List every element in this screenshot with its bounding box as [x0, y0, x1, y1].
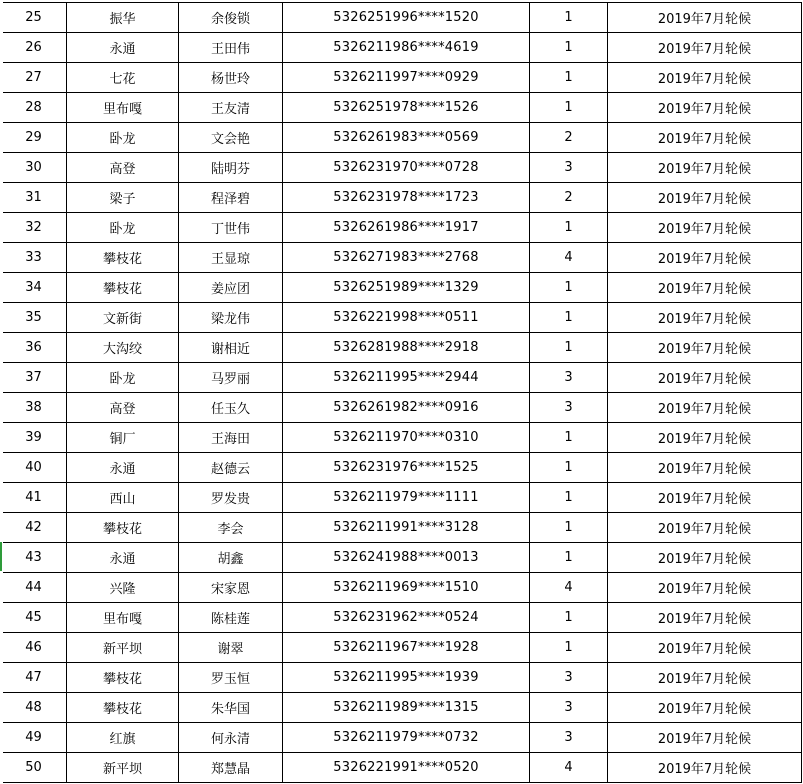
cell-serial-number[interactable]: 42 [1, 513, 67, 543]
cell-household-count[interactable]: 2 [530, 123, 608, 153]
cell-id-number[interactable]: 5326211995****1939 [283, 663, 530, 693]
cell-batch[interactable]: 2019年7月轮候 [608, 543, 802, 573]
cell-household-count[interactable]: 1 [530, 93, 608, 123]
cell-id-number[interactable]: 5326231970****0728 [283, 153, 530, 183]
cell-id-number[interactable]: 5326211995****2944 [283, 363, 530, 393]
cell-township[interactable]: 攀枝花 [67, 513, 179, 543]
cell-township[interactable]: 大沟绞 [67, 333, 179, 363]
table-row [1, 93, 802, 123]
cell-person-name[interactable]: 陈桂莲 [179, 603, 283, 633]
cell-id-number[interactable]: 5326211986****4619 [283, 33, 530, 63]
table-row [1, 243, 802, 273]
cell-id-number[interactable]: 5326211979****0732 [283, 723, 530, 753]
cell-township[interactable]: 铜厂 [67, 423, 179, 453]
cell-batch[interactable]: 2019年7月轮候 [608, 273, 802, 303]
cell-batch[interactable]: 2019年7月轮候 [608, 573, 802, 603]
table-row [1, 183, 802, 213]
table-row [1, 423, 802, 453]
cell-township[interactable]: 西山 [67, 483, 179, 513]
cell-serial-number[interactable]: 31 [1, 183, 67, 213]
cell-township[interactable]: 文新街 [67, 303, 179, 333]
table-row [1, 603, 802, 633]
cell-household-count[interactable]: 1 [530, 543, 608, 573]
table-row [1, 213, 802, 243]
cell-serial-number[interactable]: 26 [1, 33, 67, 63]
cell-township[interactable]: 攀枝花 [67, 663, 179, 693]
table-row [1, 303, 802, 333]
cell-township[interactable]: 新平坝 [67, 753, 179, 783]
table-row [1, 33, 802, 63]
table-row [1, 453, 802, 483]
cell-serial-number[interactable]: 50 [1, 753, 67, 783]
cell-serial-number[interactable]: 44 [1, 573, 67, 603]
cell-person-name[interactable]: 李会 [179, 513, 283, 543]
cell-township[interactable]: 高登 [67, 153, 179, 183]
cell-id-number[interactable]: 5326211970****0310 [283, 423, 530, 453]
cell-household-count[interactable]: 1 [530, 603, 608, 633]
cell-person-name[interactable]: 陆明芬 [179, 153, 283, 183]
cell-batch[interactable]: 2019年7月轮候 [608, 93, 802, 123]
cell-person-name[interactable]: 余俊锁 [179, 3, 283, 33]
cell-household-count[interactable]: 1 [530, 633, 608, 663]
cell-township[interactable]: 永通 [67, 543, 179, 573]
cell-household-count[interactable]: 1 [530, 303, 608, 333]
cell-person-name[interactable]: 王海田 [179, 423, 283, 453]
cell-person-name[interactable]: 谢相近 [179, 333, 283, 363]
cell-serial-number[interactable]: 34 [1, 273, 67, 303]
cell-township[interactable]: 七花 [67, 63, 179, 93]
cell-household-count[interactable]: 1 [530, 513, 608, 543]
cell-id-number[interactable]: 5326261982****0916 [283, 393, 530, 423]
cell-household-count[interactable]: 3 [530, 363, 608, 393]
cell-household-count[interactable]: 1 [530, 483, 608, 513]
cell-serial-number[interactable]: 36 [1, 333, 67, 363]
cell-township[interactable]: 里布嘎 [67, 93, 179, 123]
cell-id-number[interactable]: 5326271983****2768 [283, 243, 530, 273]
cell-township[interactable]: 卧龙 [67, 123, 179, 153]
cell-township[interactable]: 永通 [67, 33, 179, 63]
cell-serial-number[interactable]: 29 [1, 123, 67, 153]
table-row [1, 573, 802, 603]
cell-person-name[interactable]: 马罗丽 [179, 363, 283, 393]
cell-batch[interactable]: 2019年7月轮候 [608, 123, 802, 153]
cell-batch[interactable]: 2019年7月轮候 [608, 393, 802, 423]
data-table [0, 2, 802, 783]
cell-id-number[interactable]: 5326221998****0511 [283, 303, 530, 333]
cell-household-count[interactable]: 3 [530, 663, 608, 693]
cell-batch[interactable]: 2019年7月轮候 [608, 213, 802, 243]
cell-person-name[interactable]: 何永清 [179, 723, 283, 753]
table-row [1, 633, 802, 663]
cell-id-number[interactable]: 5326231976****1525 [283, 453, 530, 483]
cell-household-count[interactable]: 3 [530, 723, 608, 753]
cell-township[interactable]: 永通 [67, 453, 179, 483]
cell-township[interactable]: 振华 [67, 3, 179, 33]
cell-household-count[interactable]: 4 [530, 573, 608, 603]
cell-batch[interactable]: 2019年7月轮候 [608, 603, 802, 633]
cell-household-count[interactable]: 1 [530, 453, 608, 483]
cell-batch[interactable]: 2019年7月轮候 [608, 183, 802, 213]
table-row [1, 663, 802, 693]
cell-id-number[interactable]: 5326251989****1329 [283, 273, 530, 303]
cell-household-count[interactable]: 4 [530, 243, 608, 273]
cell-batch[interactable]: 2019年7月轮候 [608, 723, 802, 753]
cell-id-number[interactable]: 5326261983****0569 [283, 123, 530, 153]
cell-person-name[interactable]: 姜应团 [179, 273, 283, 303]
cell-person-name[interactable]: 宋家恩 [179, 573, 283, 603]
cell-serial-number[interactable]: 43 [1, 543, 67, 573]
cell-batch[interactable]: 2019年7月轮候 [608, 333, 802, 363]
cell-batch[interactable]: 2019年7月轮候 [608, 663, 802, 693]
cell-person-name[interactable]: 程泽碧 [179, 183, 283, 213]
cell-serial-number[interactable]: 41 [1, 483, 67, 513]
cell-township[interactable]: 卧龙 [67, 363, 179, 393]
cell-id-number[interactable]: 5326261986****1917 [283, 213, 530, 243]
cell-person-name[interactable]: 任玉久 [179, 393, 283, 423]
cell-household-count[interactable]: 1 [530, 273, 608, 303]
cell-batch[interactable]: 2019年7月轮候 [608, 693, 802, 723]
cell-person-name[interactable]: 杨世玲 [179, 63, 283, 93]
table-row [1, 363, 802, 393]
cell-person-name[interactable]: 郑慧晶 [179, 753, 283, 783]
cell-serial-number[interactable]: 40 [1, 453, 67, 483]
cell-household-count[interactable]: 1 [530, 3, 608, 33]
cell-batch[interactable]: 2019年7月轮候 [608, 513, 802, 543]
cell-household-count[interactable]: 1 [530, 333, 608, 363]
cell-household-count[interactable]: 1 [530, 63, 608, 93]
cell-serial-number[interactable]: 46 [1, 633, 67, 663]
cell-person-name[interactable]: 罗玉恒 [179, 663, 283, 693]
cell-township[interactable]: 高登 [67, 393, 179, 423]
table-row [1, 123, 802, 153]
cell-batch[interactable]: 2019年7月轮候 [608, 453, 802, 483]
table-row [1, 393, 802, 423]
cell-id-number[interactable]: 5326241988****0013 [283, 543, 530, 573]
cell-person-name[interactable]: 赵德云 [179, 453, 283, 483]
cell-household-count[interactable]: 3 [530, 693, 608, 723]
cell-household-count[interactable]: 3 [530, 393, 608, 423]
cell-township[interactable]: 红旗 [67, 723, 179, 753]
cell-batch[interactable]: 2019年7月轮候 [608, 483, 802, 513]
cell-id-number[interactable]: 5326211979****1111 [283, 483, 530, 513]
cell-person-name[interactable]: 胡鑫 [179, 543, 283, 573]
cell-serial-number[interactable]: 25 [1, 3, 67, 33]
table-row [1, 63, 802, 93]
cell-serial-number[interactable]: 45 [1, 603, 67, 633]
table-row [1, 483, 802, 513]
cell-household-count[interactable]: 1 [530, 423, 608, 453]
cell-person-name[interactable]: 罗发贵 [179, 483, 283, 513]
cell-id-number[interactable]: 5326211989****1315 [283, 693, 530, 723]
cell-serial-number[interactable]: 27 [1, 63, 67, 93]
table-row [1, 723, 802, 753]
cell-id-number[interactable]: 5326281988****2918 [283, 333, 530, 363]
cell-batch[interactable]: 2019年7月轮候 [608, 303, 802, 333]
cell-township[interactable]: 卧龙 [67, 213, 179, 243]
cell-household-count[interactable]: 1 [530, 33, 608, 63]
cell-batch[interactable]: 2019年7月轮候 [608, 3, 802, 33]
cell-serial-number[interactable]: 33 [1, 243, 67, 273]
cell-id-number[interactable]: 5326231962****0524 [283, 603, 530, 633]
table-row [1, 333, 802, 363]
cell-batch[interactable]: 2019年7月轮候 [608, 753, 802, 783]
table-row [1, 3, 802, 33]
cell-batch[interactable]: 2019年7月轮候 [608, 363, 802, 393]
selected-row-marker [0, 542, 2, 571]
cell-serial-number[interactable]: 47 [1, 663, 67, 693]
cell-township[interactable]: 兴隆 [67, 573, 179, 603]
cell-batch[interactable]: 2019年7月轮候 [608, 63, 802, 93]
cell-id-number[interactable]: 5326211991****3128 [283, 513, 530, 543]
cell-person-name[interactable]: 王友清 [179, 93, 283, 123]
cell-township[interactable]: 攀枝花 [67, 243, 179, 273]
table-row [1, 513, 802, 543]
cell-household-count[interactable]: 2 [530, 183, 608, 213]
cell-person-name[interactable]: 丁世伟 [179, 213, 283, 243]
cell-serial-number[interactable]: 49 [1, 723, 67, 753]
cell-id-number[interactable]: 5326221991****0520 [283, 753, 530, 783]
cell-serial-number[interactable]: 32 [1, 213, 67, 243]
cell-township[interactable]: 攀枝花 [67, 273, 179, 303]
cell-township[interactable]: 攀枝花 [67, 693, 179, 723]
cell-id-number[interactable]: 5326231978****1723 [283, 183, 530, 213]
cell-serial-number[interactable]: 37 [1, 363, 67, 393]
cell-person-name[interactable]: 王田伟 [179, 33, 283, 63]
cell-batch[interactable]: 2019年7月轮候 [608, 423, 802, 453]
cell-batch[interactable]: 2019年7月轮候 [608, 633, 802, 663]
table-row [1, 153, 802, 183]
table-row [1, 693, 802, 723]
cell-household-count[interactable]: 1 [530, 213, 608, 243]
cell-person-name[interactable]: 王显琼 [179, 243, 283, 273]
cell-person-name[interactable]: 朱华国 [179, 693, 283, 723]
cell-id-number[interactable]: 5326211997****0929 [283, 63, 530, 93]
table-body [1, 3, 802, 783]
cell-batch[interactable]: 2019年7月轮候 [608, 33, 802, 63]
sheet-left-edge [0, 0, 3, 784]
cell-id-number[interactable]: 5326211969****1510 [283, 573, 530, 603]
cell-person-name[interactable]: 文会艳 [179, 123, 283, 153]
table-row [1, 273, 802, 303]
cell-household-count[interactable]: 3 [530, 153, 608, 183]
cell-batch[interactable]: 2019年7月轮候 [608, 153, 802, 183]
cell-person-name[interactable]: 梁龙伟 [179, 303, 283, 333]
cell-household-count[interactable]: 4 [530, 753, 608, 783]
cell-batch[interactable]: 2019年7月轮候 [608, 243, 802, 273]
cell-id-number[interactable]: 5326251978****1526 [283, 93, 530, 123]
cell-township[interactable]: 梁子 [67, 183, 179, 213]
cell-person-name[interactable]: 谢翠 [179, 633, 283, 663]
cell-serial-number[interactable]: 48 [1, 693, 67, 723]
cell-serial-number[interactable]: 39 [1, 423, 67, 453]
cell-id-number[interactable]: 5326251996****1520 [283, 3, 530, 33]
cell-serial-number[interactable]: 38 [1, 393, 67, 423]
cell-township[interactable]: 里布嘎 [67, 603, 179, 633]
cell-township[interactable]: 新平坝 [67, 633, 179, 663]
cell-serial-number[interactable]: 28 [1, 93, 67, 123]
table-row [1, 753, 802, 783]
cell-serial-number[interactable]: 35 [1, 303, 67, 333]
cell-id-number[interactable]: 5326211967****1928 [283, 633, 530, 663]
table-row [1, 543, 802, 573]
cell-serial-number[interactable]: 30 [1, 153, 67, 183]
